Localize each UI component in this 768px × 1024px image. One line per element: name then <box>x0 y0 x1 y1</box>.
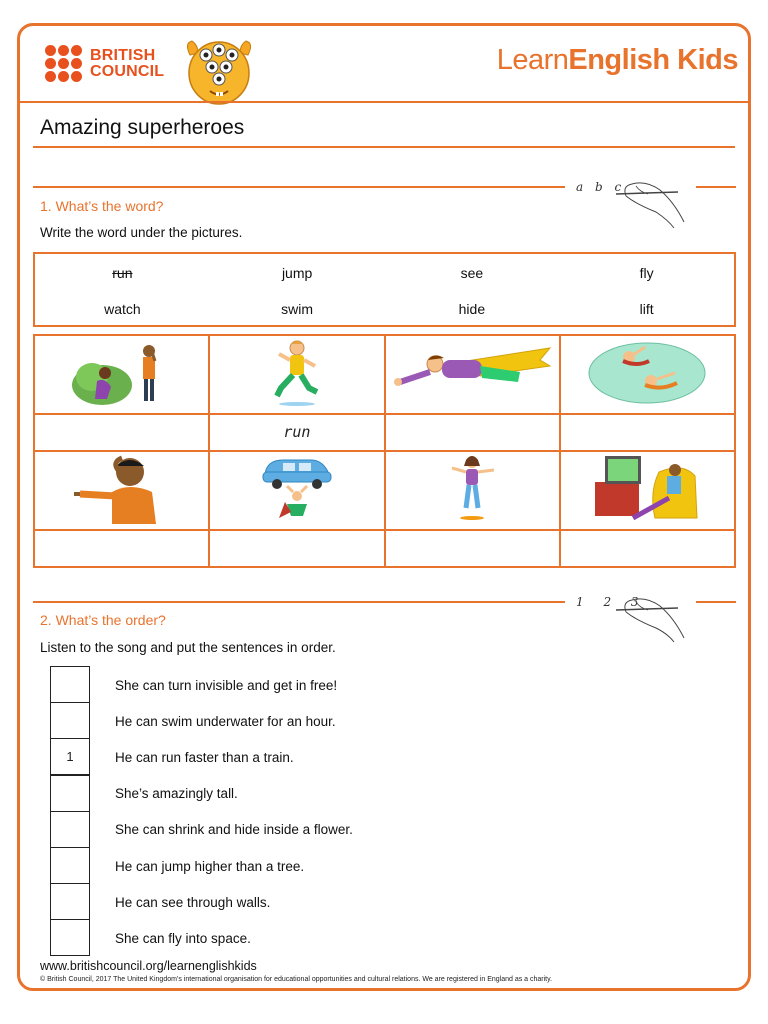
lifting-car-picture-icon <box>257 452 337 524</box>
order-sentence: He can swim underwater for an hour. <box>115 713 336 729</box>
order-item <box>50 703 710 739</box>
worksheet-title: Amazing superheroes <box>40 116 245 139</box>
picture-cell <box>385 451 560 530</box>
order-item <box>50 667 710 703</box>
answer-cell[interactable] <box>385 530 560 567</box>
answer-cell[interactable] <box>560 530 735 567</box>
order-number-box[interactable] <box>50 775 90 812</box>
order-item <box>50 920 710 956</box>
footer-copyright: © British Council, 2017 The United Kingdom’s international organisation for educational opportunities and cultural relations. We are registered in England as a charity. <box>40 976 553 983</box>
answer-cell[interactable] <box>34 414 209 451</box>
order-item <box>50 884 710 920</box>
picture-answer-table <box>33 334 736 568</box>
word-bank-item: see <box>460 265 484 281</box>
word-bank-item: hide <box>458 301 486 317</box>
swimming-picture-icon <box>587 339 707 405</box>
order-sentence: He can run faster than a train. <box>115 749 294 765</box>
header-divider <box>20 101 748 103</box>
picture-cell <box>560 451 735 530</box>
order-item <box>50 776 710 812</box>
abc-writing-text: a b c <box>576 180 626 194</box>
writing-hand-icon <box>612 588 690 644</box>
order-number-box[interactable]: 1 <box>50 738 90 775</box>
order-item <box>50 848 710 884</box>
answer-cell[interactable] <box>34 530 209 567</box>
section2-instruction: Listen to the song and put the sentences in order. <box>40 640 336 655</box>
order-number-box[interactable] <box>50 919 90 956</box>
section2-rule-right <box>696 601 736 603</box>
looking-boy-picture-icon <box>72 452 172 524</box>
order-number-box[interactable] <box>50 811 90 848</box>
answer-text: run <box>283 423 311 441</box>
monster-mascot-icon <box>178 35 260 107</box>
order-sentence: She can turn invisible and get in free! <box>115 677 338 693</box>
hide-seek-picture-icon <box>67 337 177 407</box>
word-bank-item: run <box>112 265 133 281</box>
order-sentence: She’s amazingly tall. <box>115 786 238 802</box>
word-bank-item: swim <box>281 301 314 317</box>
answer-cell[interactable] <box>209 414 384 451</box>
british-council-logo <box>45 45 164 82</box>
picture-cell <box>385 335 560 414</box>
order-number-box[interactable] <box>50 883 90 920</box>
answer-cell[interactable] <box>560 414 735 451</box>
ordering-list <box>50 667 710 957</box>
footer-url[interactable]: www.britishcouncil.org/learnenglishkids <box>40 959 257 973</box>
order-sentence: He can see through walls. <box>115 894 271 910</box>
order-item <box>50 812 710 848</box>
order-number-box[interactable] <box>50 666 90 703</box>
flying-hero-picture-icon <box>390 342 555 402</box>
section1-rule-right <box>696 186 736 188</box>
word-bank-item: watch <box>104 301 141 317</box>
british-council-dots-icon <box>45 45 82 82</box>
logo-line-2: COUNCIL <box>90 62 165 80</box>
picture-cell <box>209 451 384 530</box>
order-sentence: He can jump higher than a tree. <box>115 858 305 874</box>
brand-bold: English Kids <box>568 44 738 76</box>
word-bank-item: jump <box>281 265 313 281</box>
word-bank-item: lift <box>639 301 654 317</box>
word-bank-item: fly <box>639 265 654 281</box>
writing-hand-icon <box>612 172 690 230</box>
section2-heading: 2. What’s the order? <box>40 612 166 628</box>
order-number-box[interactable] <box>50 702 90 739</box>
order-sentence: She can fly into space. <box>115 930 251 946</box>
picture-cell <box>34 335 209 414</box>
title-divider <box>33 146 735 148</box>
order-item <box>50 739 710 775</box>
order-number-box[interactable] <box>50 847 90 884</box>
answer-cell[interactable] <box>385 414 560 451</box>
picture-cell <box>209 335 384 414</box>
brand-light: Learn <box>496 44 569 76</box>
word-bank <box>33 252 736 327</box>
learnenglish-kids-logo <box>497 44 738 77</box>
numbers-writing-text: 1 2 3 <box>576 595 647 609</box>
running-boy-picture-icon <box>257 336 337 408</box>
picture-cell <box>34 451 209 530</box>
section1-rule-left <box>33 186 565 188</box>
answer-cell[interactable] <box>209 530 384 567</box>
section2-rule-left <box>33 601 565 603</box>
watching-tv-picture-icon <box>587 452 707 524</box>
logo-line-1: BRITISH <box>90 46 156 64</box>
jumping-girl-picture-icon <box>442 452 502 524</box>
section1-heading: 1. What’s the word? <box>40 198 164 214</box>
section1-instruction: Write the word under the pictures. <box>40 225 243 240</box>
picture-cell <box>560 335 735 414</box>
order-sentence: She can shrink and hide inside a flower. <box>115 822 353 838</box>
